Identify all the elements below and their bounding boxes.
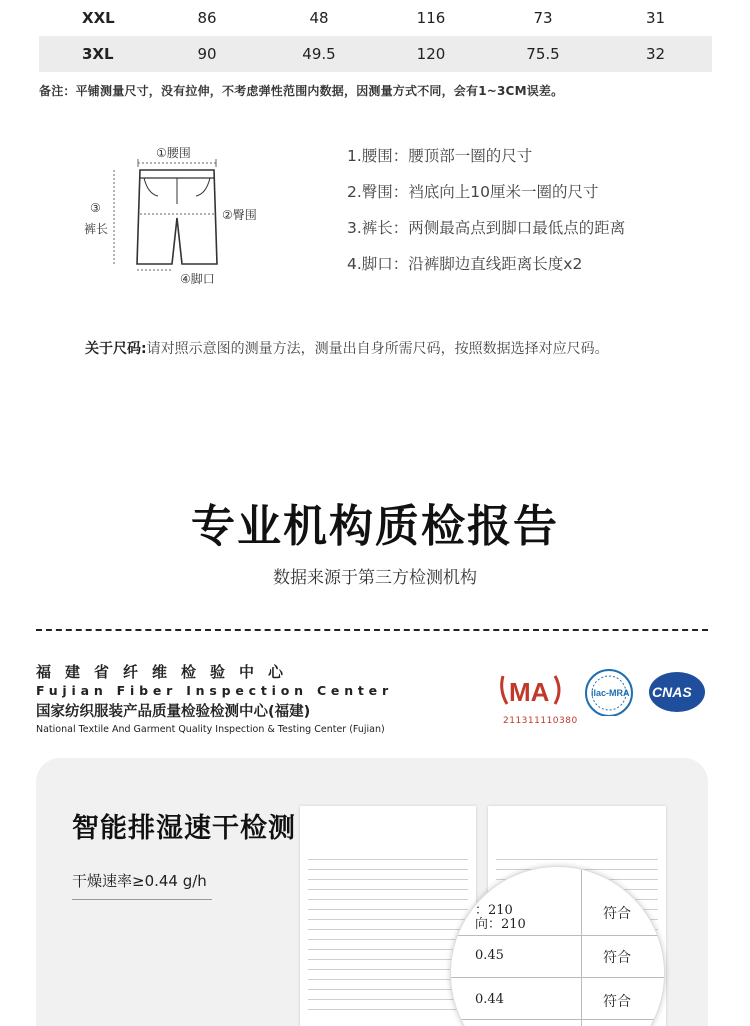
quick-dry-test-title: 智能排湿速干检测: [72, 813, 296, 844]
org-name-en-national: National Textile And Garment Quality Inspection & Testing Center (Fujian): [36, 724, 385, 735]
inspection-center-logo: [36, 662, 393, 737]
about-size-key: 关于尺码:: [85, 341, 147, 357]
svg-text:ilac-MRA: ilac-MRA: [591, 688, 630, 698]
hip-label: ②臀围: [222, 208, 257, 222]
shorts-measurement-diagram: [78, 138, 278, 293]
magnifier-value: 向：210: [475, 917, 526, 932]
cell: 48: [309, 9, 329, 27]
magnifier-row: [451, 1019, 664, 1026]
magnifier-result: 符合: [603, 906, 631, 922]
definition-hip: 2.臀围：裆底向上10厘米一圈的尺寸: [347, 183, 599, 201]
waist-cell: 86: [197, 9, 217, 27]
waist-cell: 90: [197, 45, 217, 63]
org-name-cn-national: 国家纺织服装产品质量检验检测中心(福建): [36, 704, 311, 720]
length-cell: 73: [533, 9, 553, 27]
report-section-subtitle: 数据来源于第三方检测机构: [273, 568, 477, 588]
report-section-title: 专业机构质检报告: [191, 501, 559, 552]
report-magnifier: [450, 866, 665, 1026]
magnifier-result: 符合: [603, 950, 631, 966]
certification-marks: [497, 668, 712, 716]
table-row: [39, 0, 712, 36]
length-number: ③: [90, 201, 101, 215]
magnifier-result: 符合: [603, 994, 631, 1010]
org-name-cn: 福建省纤维检验中心: [36, 663, 298, 681]
definition-waist: 1.腰围：腰顶部一圈的尺寸: [347, 147, 533, 165]
cell: 49.5: [302, 45, 336, 63]
about-size-body: 请对照示意图的测量方法，测量出自身所需尺码，按照数据选择对应尺码。: [146, 341, 609, 357]
magnifier-row: [451, 977, 664, 1019]
size-table: [39, 0, 712, 72]
length-cell: 75.5: [526, 45, 560, 63]
ilac-mra-logo-icon: [586, 670, 632, 716]
magnifier-value: 0.44: [475, 992, 504, 1007]
magnifier-value: 0.45: [475, 948, 504, 963]
hem-cell: 31: [645, 9, 666, 27]
svg-text:CNAS: CNAS: [652, 684, 692, 700]
certification-logos: [497, 668, 712, 728]
definition-hem: 4.脚口：沿裤脚边直线距离长度x2: [347, 255, 583, 273]
waist-label: ①腰围: [156, 146, 191, 160]
cma-number: 211311110380: [503, 716, 578, 726]
cnas-logo-icon: [649, 672, 705, 712]
measurement-definitions: [347, 144, 625, 288]
cma-logo-icon: [502, 676, 559, 707]
table-row: [39, 36, 712, 72]
magnifier-value: ：210: [475, 903, 513, 918]
org-name-en: Fujian Fiber Inspection Center: [36, 683, 393, 698]
drying-rate-metric: 干燥速率≥0.44 g/h: [72, 870, 212, 900]
test-report-thumbnail: [300, 806, 476, 1026]
size-cell: XXL: [82, 9, 115, 27]
hip-cell: 116: [416, 9, 446, 27]
dashed-divider: [36, 629, 708, 631]
length-label: 裤长: [84, 222, 109, 236]
magnifier-row: [451, 935, 664, 977]
svg-text:MA: MA: [509, 677, 550, 707]
measurement-note: 备注：平铺测量尺寸，没有拉伸，不考虑弹性范围内数据，因测量方式不同，会有1~3CM误差。: [39, 84, 564, 98]
definition-length: 3.裤长：两侧最高点到脚口最低点的距离: [347, 219, 626, 237]
about-size-text: [85, 336, 685, 363]
size-cell: 3XL: [82, 45, 114, 63]
hem-cell: 32: [645, 45, 666, 63]
hem-label: ④脚口: [180, 272, 215, 286]
hip-cell: 120: [416, 45, 446, 63]
